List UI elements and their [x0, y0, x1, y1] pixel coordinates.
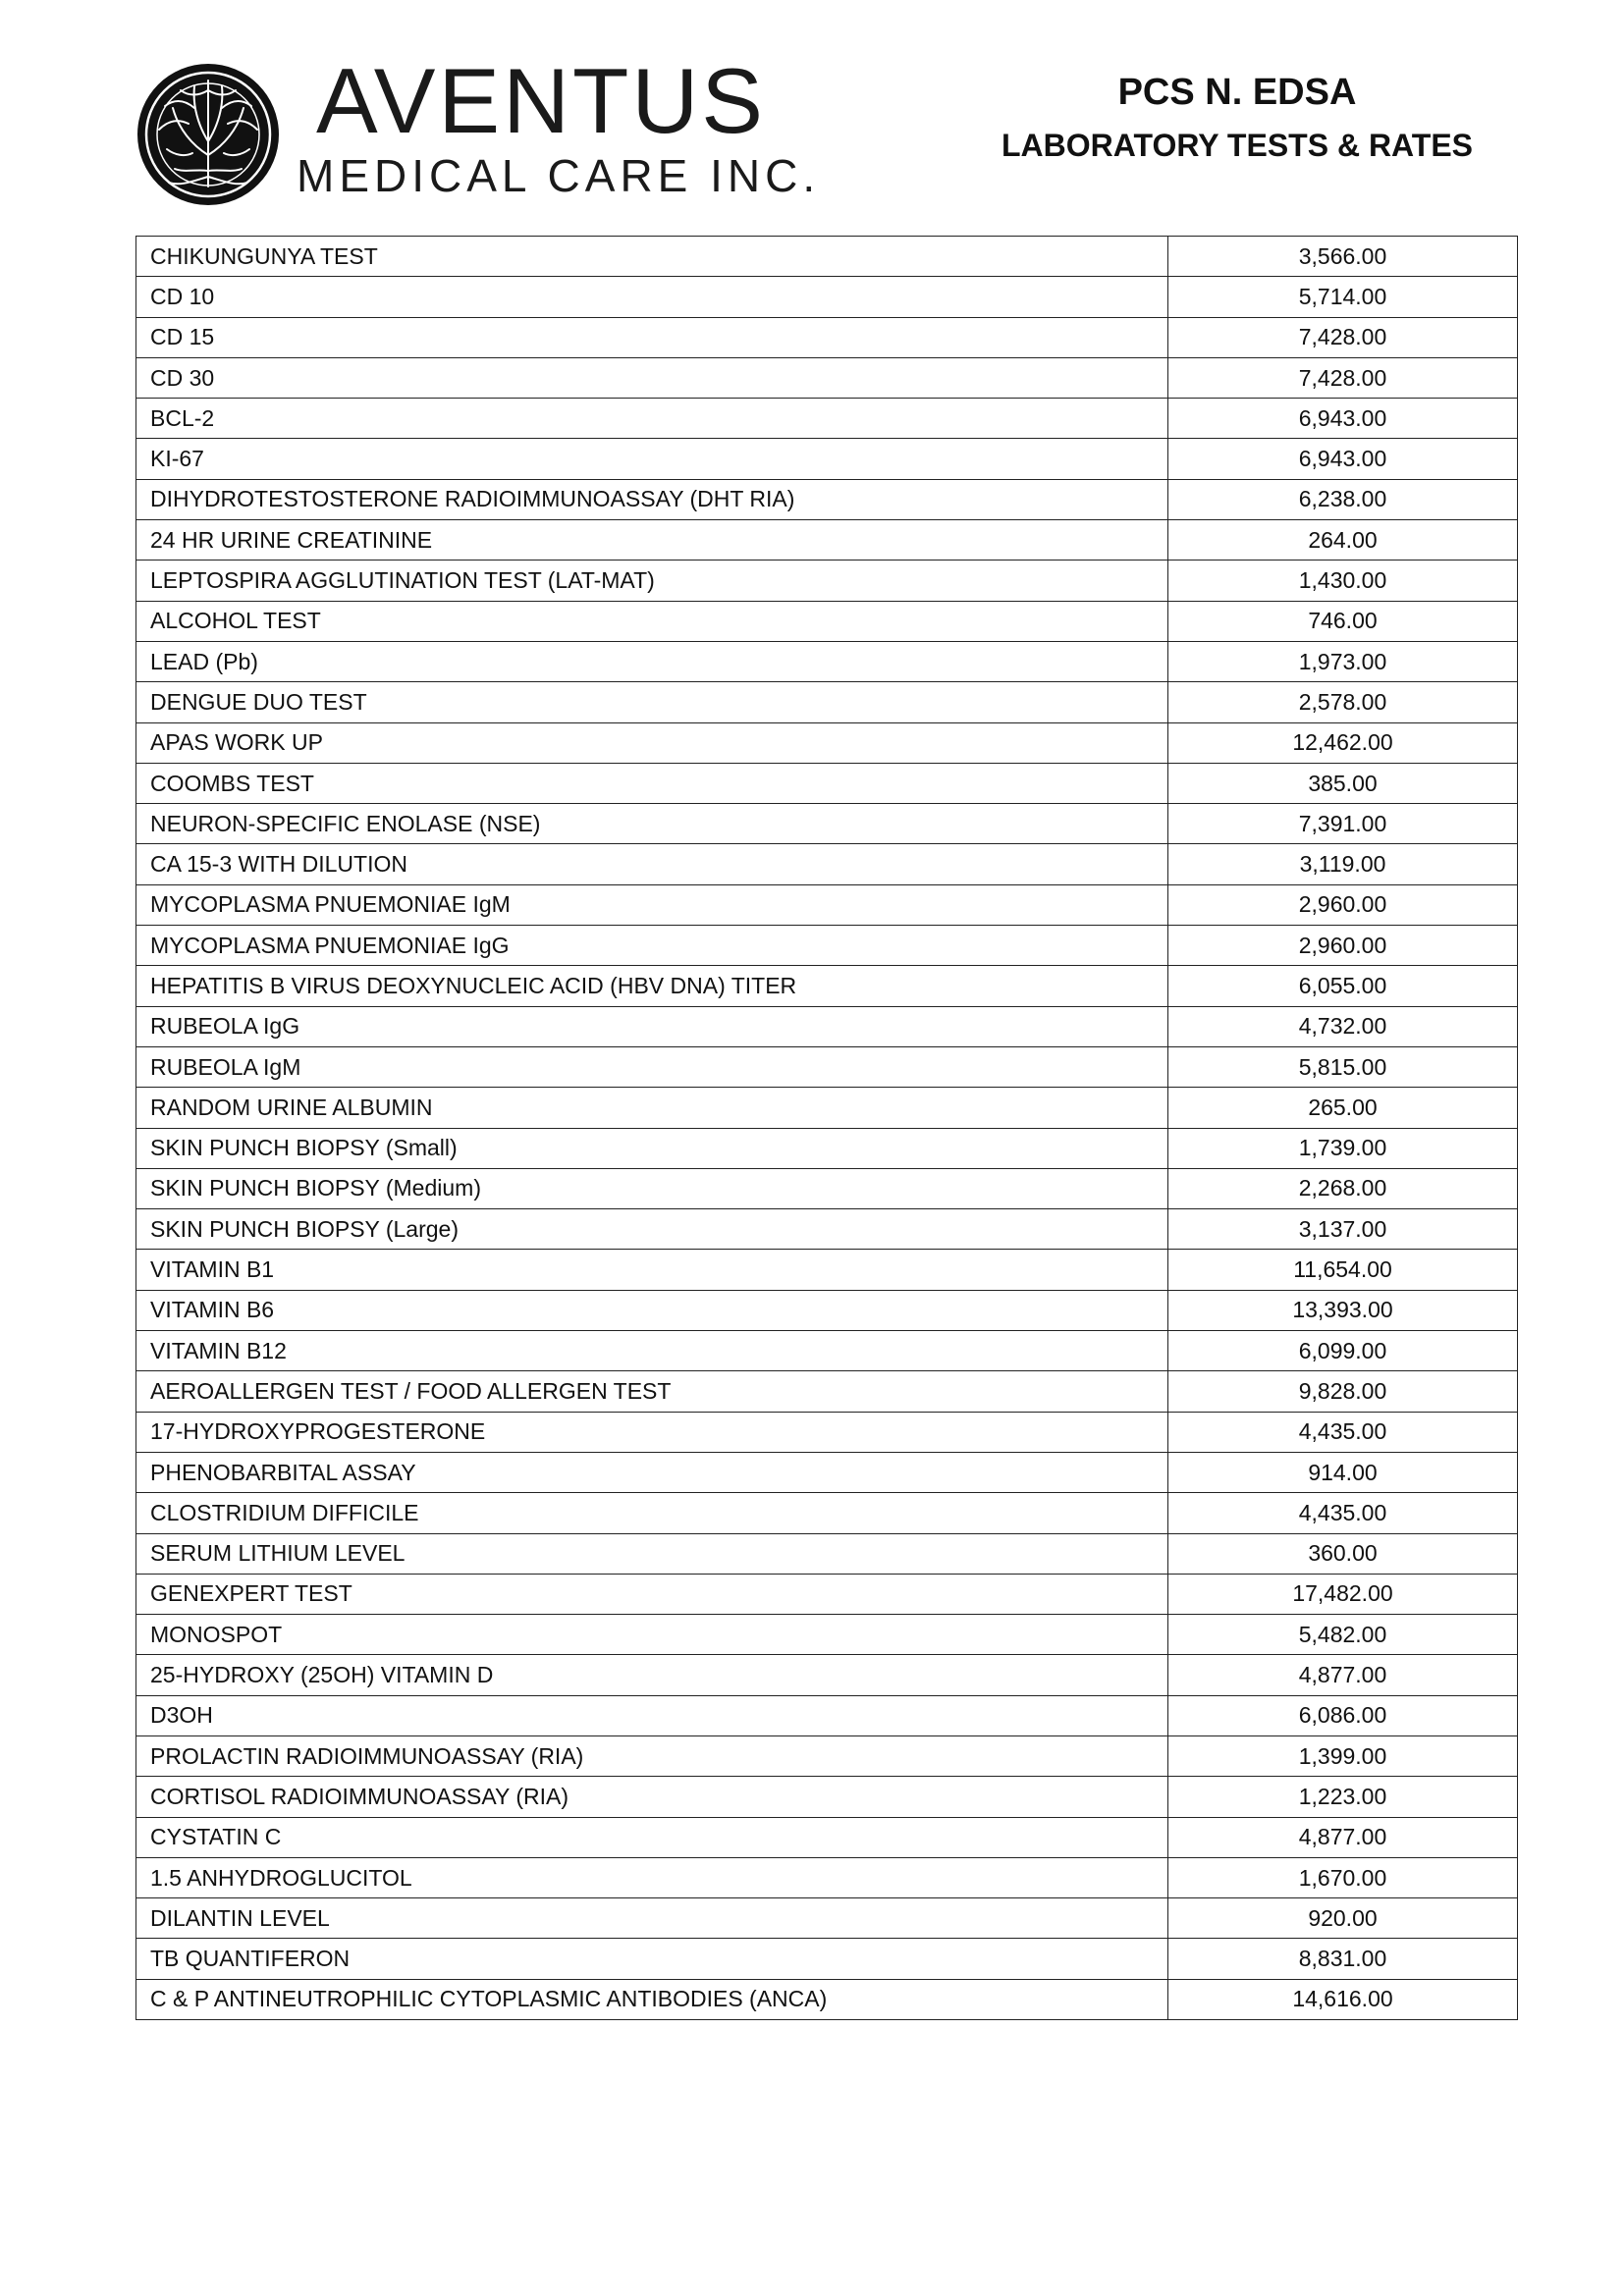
table-row [136, 1412, 1518, 1452]
test-name-cell: SERUM LITHIUM LEVEL [136, 1533, 1168, 1574]
test-rate-cell: 2,578.00 [1168, 682, 1518, 722]
test-rate-cell: 7,428.00 [1168, 357, 1518, 398]
table-row [136, 1331, 1518, 1371]
test-rate-cell: 264.00 [1168, 520, 1518, 561]
table-row [136, 439, 1518, 479]
test-rate-cell: 265.00 [1168, 1088, 1518, 1128]
test-rate-cell: 17,482.00 [1168, 1574, 1518, 1614]
test-name-cell: BCL-2 [136, 399, 1168, 439]
test-name-cell: LEPTOSPIRA AGGLUTINATION TEST (LAT-MAT) [136, 561, 1168, 601]
test-name-cell: CORTISOL RADIOIMMUNOASSAY (RIA) [136, 1777, 1168, 1817]
table-row [136, 479, 1518, 519]
test-rate-cell: 5,714.00 [1168, 277, 1518, 317]
test-rate-cell: 6,086.00 [1168, 1695, 1518, 1735]
table-row [136, 844, 1518, 884]
test-rate-cell: 7,391.00 [1168, 804, 1518, 844]
test-name-cell: LEAD (Pb) [136, 641, 1168, 681]
test-name-cell: CHIKUNGUNYA TEST [136, 237, 1168, 277]
test-rate-cell: 9,828.00 [1168, 1371, 1518, 1412]
table-row [136, 1088, 1518, 1128]
test-name-cell: AEROALLERGEN TEST / FOOD ALLERGEN TEST [136, 1371, 1168, 1412]
table-row [136, 1168, 1518, 1208]
test-rate-cell: 4,435.00 [1168, 1412, 1518, 1452]
table-row [136, 1006, 1518, 1046]
test-name-cell: MONOSPOT [136, 1615, 1168, 1655]
test-name-cell: SKIN PUNCH BIOPSY (Small) [136, 1128, 1168, 1168]
test-rate-cell: 1,399.00 [1168, 1735, 1518, 1776]
test-name-cell: SKIN PUNCH BIOPSY (Medium) [136, 1168, 1168, 1208]
test-rate-cell: 14,616.00 [1168, 1979, 1518, 2019]
test-name-cell: ALCOHOL TEST [136, 601, 1168, 641]
table-row [136, 1777, 1518, 1817]
logo-company-name: AVENTUS [316, 49, 766, 152]
test-rate-cell: 11,654.00 [1168, 1250, 1518, 1290]
table-row [136, 1533, 1518, 1574]
test-rate-cell: 6,099.00 [1168, 1331, 1518, 1371]
table-row [136, 399, 1518, 439]
table-row [136, 357, 1518, 398]
table-row [136, 1655, 1518, 1695]
test-name-cell: MYCOPLASMA PNUEMONIAE IgM [136, 884, 1168, 925]
test-rate-cell: 2,960.00 [1168, 926, 1518, 966]
table-row [136, 601, 1518, 641]
table-row [136, 641, 1518, 681]
test-name-cell: RANDOM URINE ALBUMIN [136, 1088, 1168, 1128]
table-row [136, 884, 1518, 925]
test-rate-cell: 4,435.00 [1168, 1493, 1518, 1533]
table-row [136, 277, 1518, 317]
document-header [962, 69, 1512, 169]
test-rate-cell: 5,482.00 [1168, 1615, 1518, 1655]
test-name-cell: 1.5 ANHYDROGLUCITOL [136, 1857, 1168, 1897]
test-name-cell: CD 15 [136, 317, 1168, 357]
table-row [136, 804, 1518, 844]
test-rate-cell: 6,238.00 [1168, 479, 1518, 519]
test-rate-cell: 1,973.00 [1168, 641, 1518, 681]
logo-company-subtitle: MEDICAL CARE INC. [297, 150, 821, 201]
test-name-cell: RUBEOLA IgM [136, 1046, 1168, 1087]
test-rate-cell: 8,831.00 [1168, 1939, 1518, 1979]
test-rate-cell: 5,815.00 [1168, 1046, 1518, 1087]
test-name-cell: KI-67 [136, 439, 1168, 479]
test-name-cell: CD 30 [136, 357, 1168, 398]
test-name-cell: MYCOPLASMA PNUEMONIAE IgG [136, 926, 1168, 966]
test-rate-cell: 6,943.00 [1168, 399, 1518, 439]
test-name-cell: HEPATITIS B VIRUS DEOXYNUCLEIC ACID (HBV DNA) TITER [136, 966, 1168, 1006]
table-row [136, 1857, 1518, 1897]
test-rate-cell: 385.00 [1168, 763, 1518, 803]
test-rate-cell: 4,877.00 [1168, 1655, 1518, 1695]
test-name-cell: 24 HR URINE CREATININE [136, 520, 1168, 561]
table-row [136, 1898, 1518, 1939]
test-name-cell: C & P ANTINEUTROPHILIC CYTOPLASMIC ANTIBODIES (ANCA) [136, 1979, 1168, 2019]
test-rate-cell: 920.00 [1168, 1898, 1518, 1939]
test-name-cell: CLOSTRIDIUM DIFFICILE [136, 1493, 1168, 1533]
table-row [136, 1371, 1518, 1412]
test-name-cell: VITAMIN B1 [136, 1250, 1168, 1290]
table-row [136, 1250, 1518, 1290]
table-row [136, 1979, 1518, 2019]
document-title: LABORATORY TESTS & RATES [1001, 128, 1474, 163]
table-row [136, 1817, 1518, 1857]
test-rate-cell: 12,462.00 [1168, 722, 1518, 763]
test-name-cell: 17-HYDROXYPROGESTERONE [136, 1412, 1168, 1452]
test-name-cell: 25-HYDROXY (25OH) VITAMIN D [136, 1655, 1168, 1695]
table-row [136, 1452, 1518, 1492]
test-rate-cell: 2,268.00 [1168, 1168, 1518, 1208]
table-row [136, 1209, 1518, 1250]
test-name-cell: TB QUANTIFERON [136, 1939, 1168, 1979]
test-name-cell: RUBEOLA IgG [136, 1006, 1168, 1046]
test-rate-cell: 7,428.00 [1168, 317, 1518, 357]
table-row [136, 1695, 1518, 1735]
test-rate-cell: 360.00 [1168, 1533, 1518, 1574]
test-name-cell: VITAMIN B6 [136, 1290, 1168, 1330]
test-rate-cell: 3,119.00 [1168, 844, 1518, 884]
test-name-cell: DENGUE DUO TEST [136, 682, 1168, 722]
table-row [136, 1615, 1518, 1655]
table-row [136, 1128, 1518, 1168]
test-name-cell: COOMBS TEST [136, 763, 1168, 803]
test-name-cell: VITAMIN B12 [136, 1331, 1168, 1371]
test-rate-cell: 4,877.00 [1168, 1817, 1518, 1857]
company-logo [134, 49, 821, 206]
test-rate-cell: 746.00 [1168, 601, 1518, 641]
rates-table-body [136, 237, 1518, 2020]
table-row [136, 682, 1518, 722]
table-row [136, 520, 1518, 561]
table-row [136, 966, 1518, 1006]
test-rate-cell: 13,393.00 [1168, 1290, 1518, 1330]
test-rate-cell: 1,430.00 [1168, 561, 1518, 601]
tree-of-life-icon [134, 61, 283, 208]
table-row [136, 1939, 1518, 1979]
test-name-cell: SKIN PUNCH BIOPSY (Large) [136, 1209, 1168, 1250]
test-rate-cell: 2,960.00 [1168, 884, 1518, 925]
test-name-cell: CYSTATIN C [136, 1817, 1168, 1857]
test-name-cell: GENEXPERT TEST [136, 1574, 1168, 1614]
table-row [136, 763, 1518, 803]
test-rate-cell: 6,943.00 [1168, 439, 1518, 479]
table-row [136, 561, 1518, 601]
test-name-cell: D3OH [136, 1695, 1168, 1735]
rates-table [135, 236, 1518, 2020]
test-name-cell: DILANTIN LEVEL [136, 1898, 1168, 1939]
table-row [136, 317, 1518, 357]
table-row [136, 722, 1518, 763]
test-rate-cell: 4,732.00 [1168, 1006, 1518, 1046]
test-rate-cell: 1,223.00 [1168, 1777, 1518, 1817]
table-row [136, 237, 1518, 277]
test-name-cell: DIHYDROTESTOSTERONE RADIOIMMUNOASSAY (DHT RIA) [136, 479, 1168, 519]
table-row [136, 1046, 1518, 1087]
test-name-cell: APAS WORK UP [136, 722, 1168, 763]
table-row [136, 1493, 1518, 1533]
test-rate-cell: 1,670.00 [1168, 1857, 1518, 1897]
test-name-cell: CD 10 [136, 277, 1168, 317]
test-rate-cell: 914.00 [1168, 1452, 1518, 1492]
table-row [136, 1735, 1518, 1776]
table-row [136, 1290, 1518, 1330]
test-name-cell: CA 15-3 WITH DILUTION [136, 844, 1168, 884]
table-row [136, 1574, 1518, 1614]
test-name-cell: NEURON-SPECIFIC ENOLASE (NSE) [136, 804, 1168, 844]
test-rate-cell: 1,739.00 [1168, 1128, 1518, 1168]
table-row [136, 926, 1518, 966]
test-rate-cell: 3,566.00 [1168, 237, 1518, 277]
test-rate-cell: 6,055.00 [1168, 966, 1518, 1006]
test-rate-cell: 3,137.00 [1168, 1209, 1518, 1250]
test-name-cell: PROLACTIN RADIOIMMUNOASSAY (RIA) [136, 1735, 1168, 1776]
branch-name: PCS N. EDSA [1117, 72, 1357, 113]
test-name-cell: PHENOBARBITAL ASSAY [136, 1452, 1168, 1492]
